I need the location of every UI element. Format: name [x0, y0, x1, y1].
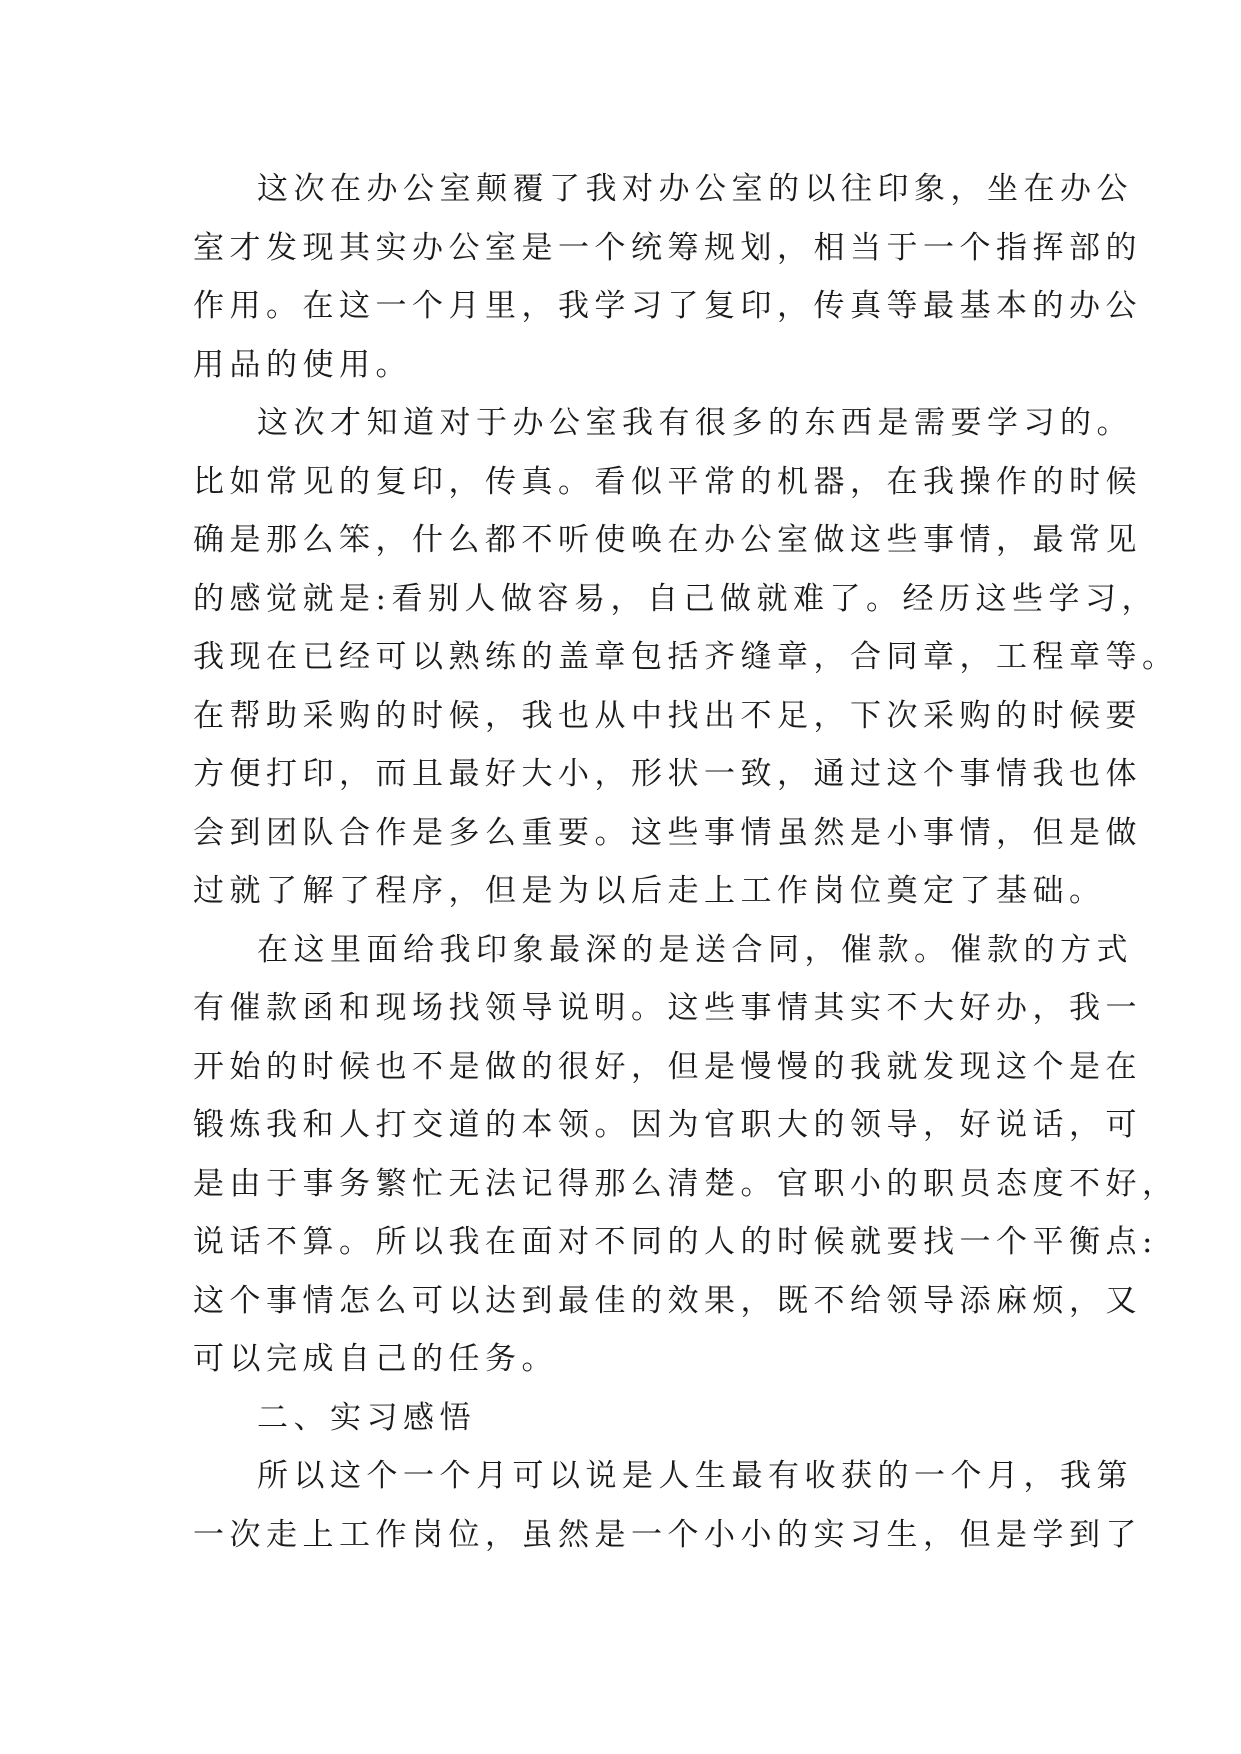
text-line: 是由于事务繁忙无法记得那么清楚。官职小的职员态度不好，	[193, 1165, 1179, 1202]
text-line: 作用。在这一个月里，我学习了复印，传真等最基本的办公	[193, 288, 1142, 324]
section-heading-text: 二、实习感悟	[257, 1399, 476, 1436]
document-body	[193, 160, 1179, 1564]
text-line: 过就了解了程序，但是为以后走上工作岗位奠定了基础。	[193, 873, 1106, 909]
text-line: 方便打印，而且最好大小，形状一致，通过这个事情我也体	[193, 756, 1142, 792]
section-heading	[193, 1389, 1063, 1448]
text-line: 说话不算。所以我在面对不同的人的时候就要找一个平衡点:	[193, 1224, 1158, 1260]
text-line: 可以完成自己的任务。	[193, 1341, 558, 1377]
text-line: 在帮助采购的时候，我也从中找出不足，下次采购的时候要	[193, 697, 1142, 734]
text-line: 一次走上工作岗位，虽然是一个小小的实习生，但是学到了	[193, 1516, 1142, 1553]
paragraph-learning	[193, 394, 1179, 921]
text-line: 有催款函和现场找领导说明。这些事情其实不大好办，我一	[193, 990, 1142, 1026]
text-line: 这次才知道对于办公室我有很多的东西是需要学习的。	[257, 405, 1133, 441]
text-line: 这次在办公室颠覆了我对办公室的以往印象，坐在办公	[257, 171, 1133, 207]
text-line: 的感觉就是:看别人做容易，自己做就难了。经历这些学习，	[193, 580, 1158, 617]
text-line: 比如常见的复印，传真。看似平常的机器，在我操作的时候	[193, 463, 1142, 500]
text-line: 会到团队合作是多么重要。这些事情虽然是小事情，但是做	[193, 814, 1142, 851]
text-line: 我现在已经可以熟练的盖章包括齐缝章，合同章，工程章等。	[193, 639, 1179, 675]
text-line: 锻炼我和人打交道的本领。因为官职大的领导，好说话，可	[193, 1107, 1142, 1143]
text-line: 这个事情怎么可以达到最佳的效果，既不给领导添麻烦，又	[193, 1282, 1142, 1319]
text-line: 室才发现其实办公室是一个统筹规划，相当于一个指挥部的	[193, 229, 1142, 266]
paragraph-office-impression	[193, 160, 1142, 394]
text-line: 用品的使用。	[193, 346, 412, 383]
text-line: 确是那么笨，什么都不听使唤在办公室做这些事情，最常见	[193, 522, 1142, 558]
text-line: 开始的时候也不是做的很好，但是慢慢的我就发现这个是在	[193, 1048, 1142, 1085]
text-line: 所以这个一个月可以说是人生最有收获的一个月，我第	[257, 1458, 1133, 1494]
paragraph-contracts	[193, 921, 1179, 1389]
paragraph-reflection	[193, 1447, 1142, 1564]
text-line: 在这里面给我印象最深的是送合同，催款。催款的方式	[257, 931, 1133, 968]
